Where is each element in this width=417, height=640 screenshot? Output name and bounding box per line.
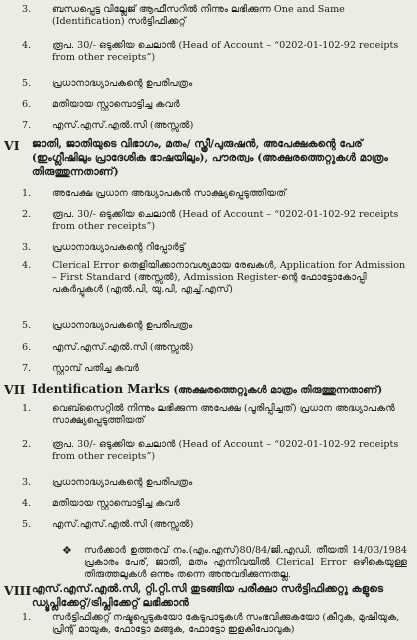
item-number: 4. <box>22 498 32 509</box>
section-title-english: Identification Marks <box>32 382 170 396</box>
item-number: 5. <box>22 320 32 331</box>
section-heading <box>4 583 411 611</box>
item-text: വെബ്സൈറ്റിൽ നിന്നും ലഭിക്കുന്ന അപേക്ഷ (പൂരിപ്പിച്ചത്) പ്രധാന അദ്ധ്യാപകൻ സാക്ഷ്യപ്പെടുത്തിയത് <box>52 403 395 426</box>
item-text: മതിയായ സ്റ്റാമ്പൊട്ടിച്ച കവർ <box>52 99 180 110</box>
item-number: 3. <box>22 4 32 15</box>
list-item <box>22 342 409 354</box>
item-number: 4. <box>22 260 32 271</box>
list-item <box>22 78 409 90</box>
item-number: 2. <box>22 209 32 220</box>
list-item <box>22 439 409 463</box>
section-heading <box>4 138 411 179</box>
item-text: അപേക്ഷ പ്രധാന അദ്ധ്യാപകൻ സാക്ഷ്യപ്പെടുത്തിയത് <box>52 188 287 199</box>
item-text: രൂപ. 30/- ഒടുക്കിയ ചെലാൻ (Head of Account – “0202-01-102-92 receipts from other receipts”) <box>52 40 399 63</box>
item-text: എസ്.എസ്.എൽ.സി (അസ്സൽ) <box>52 342 194 353</box>
item-text: രൂപ. 30/- ഒടുക്കിയ ചെലാൻ (Head of Account – “0202-01-102-92 receipts from other receipts”) <box>52 209 399 232</box>
item-number: 3. <box>22 242 32 253</box>
list-item <box>22 612 409 636</box>
section-number: VII <box>4 382 26 397</box>
list-item <box>22 209 409 233</box>
list-item <box>22 4 409 28</box>
item-number: 7. <box>22 120 32 131</box>
item-number: 1. <box>22 188 32 199</box>
item-text: പ്രധാനാദ്ധ്യാപകന്റെ ഉപരിപത്രം <box>52 477 193 488</box>
item-text: എസ്.എസ്.എൽ.സി (അസ്സൽ) <box>52 519 194 530</box>
item-text: Clerical Error തെളിയിക്കാനാവശ്യമായ രേഖകൾ, Application for Admission – First Standard (അസ്സൽ), Admission Register-ന്റെ ഫോട്ടോകോപ്പി പകർപ്പുകൾ (എൽ.പി, യു.പി, എച്ച്.എസ്) <box>52 260 406 295</box>
government-order-note <box>62 545 407 581</box>
item-text: രൂപ. 30/- ഒടുക്കിയ ചെലാൻ (Head of Account – “0202-01-102-92 receipts from other receipts”) <box>52 439 399 462</box>
list-item <box>22 120 409 132</box>
item-number: 7. <box>22 363 32 374</box>
item-number: 6. <box>22 342 32 353</box>
list-item <box>22 260 409 296</box>
item-number: 1. <box>22 403 32 414</box>
item-number: 5. <box>22 78 32 89</box>
item-number: 6. <box>22 99 32 110</box>
list-item <box>22 403 409 427</box>
list-item <box>22 188 409 200</box>
list-item <box>22 519 409 531</box>
item-text: എസ്.എസ്.എൽ.സി (അസ്സൽ) <box>52 120 194 131</box>
item-text: സ്റ്റാമ്പ് പതിച്ച കവർ <box>52 363 139 374</box>
item-text: പ്രധാനാദ്ധ്യാപകന്റെ ഉപരിപത്രം <box>52 78 193 89</box>
list-item <box>22 363 409 375</box>
item-text: സർട്ടിഫിക്കറ്റ് നഷ്ടപ്പെടുകയോ കേടുപാടുകൾ സംഭവിക്കുകയോ (കീറുക, മുഷിയുക, പ്രിന്റ് മായുക, ഫോട്ടോ മങ്ങുക, ഫോട്ടോ ഇളകിപോവുക) <box>52 612 400 635</box>
item-text: പ്രധാനാദ്ധ്യാപകന്റെ റിപ്പോർട്ട് <box>52 242 186 253</box>
item-text: ബന്ധപ്പെട്ട വില്ലേജ് ആഫീസറിൽ നിന്നും ലഭിക്കുന്ന One and Same (Identification) സർട്ടിഫിക്കറ്റ് <box>52 4 345 27</box>
section-title <box>32 382 411 398</box>
item-number: 4. <box>22 40 32 51</box>
item-number: 3. <box>22 477 32 488</box>
section-heading <box>4 382 411 398</box>
diamond-bullet-icon: ❖ <box>62 544 72 557</box>
list-item <box>22 40 409 64</box>
list-item <box>22 242 409 254</box>
section-number: VIII <box>4 583 32 598</box>
item-number: 1. <box>22 612 32 623</box>
item-text: പ്രധാനാദ്ധ്യാപകന്റെ ഉപരിപത്രം <box>52 320 193 331</box>
list-item <box>22 498 409 510</box>
item-number: 2. <box>22 439 32 450</box>
section-title: എസ്.എസ്.എൽ.സി, റ്റി.റ്റി.സി തുടങ്ങിയ പരീക്ഷാ സർട്ടിഫിക്കറ്റു കളുടെ ഡ്യൂപ്ലിക്കേറ്റ്/ട്രിപ്ലിക്കേറ്റ് ലഭിക്കാൻ <box>32 583 384 609</box>
list-item <box>22 477 409 489</box>
section-title-malayalam: (അക്ഷരത്തെറ്റുകൾ മാത്രം തിരുത്തുന്നതാണ്) <box>173 385 383 396</box>
section-number: VI <box>4 138 20 153</box>
list-item <box>22 320 409 332</box>
note-text: സർക്കാർ ഉത്തരവ് നം.(എം.എസ്)80/84/ജി.എഡി. തീയതി 14/03/1984 പ്രകാരം പേര്, ജാതി, മതം എന്നിവയിൽ Clerical Error ഒഴികെയുള്ള തിരുത്തലുകൾ ഒന്നും തന്നെ അനുവദിക്കുന്നതല്ല. <box>84 545 407 580</box>
item-text: മതിയായ സ്റ്റാമ്പൊട്ടിച്ച കവർ <box>52 498 180 509</box>
list-item <box>22 99 409 111</box>
section-title: ജാതി, ജാതിയുടെ വിഭാഗം, മതം/ സ്ത്രീ/പുരുഷൻ, അപേക്ഷകന്റെ പേര് (ഇംഗ്ലീഷിലും പ്രാദേശിക ഭാഷയിലും), പൗരത്വം (അക്ഷരത്തെറ്റുകൾ മാത്രം തിരുത്തുന്നതാണ്) <box>32 138 388 178</box>
item-number: 5. <box>22 519 32 530</box>
